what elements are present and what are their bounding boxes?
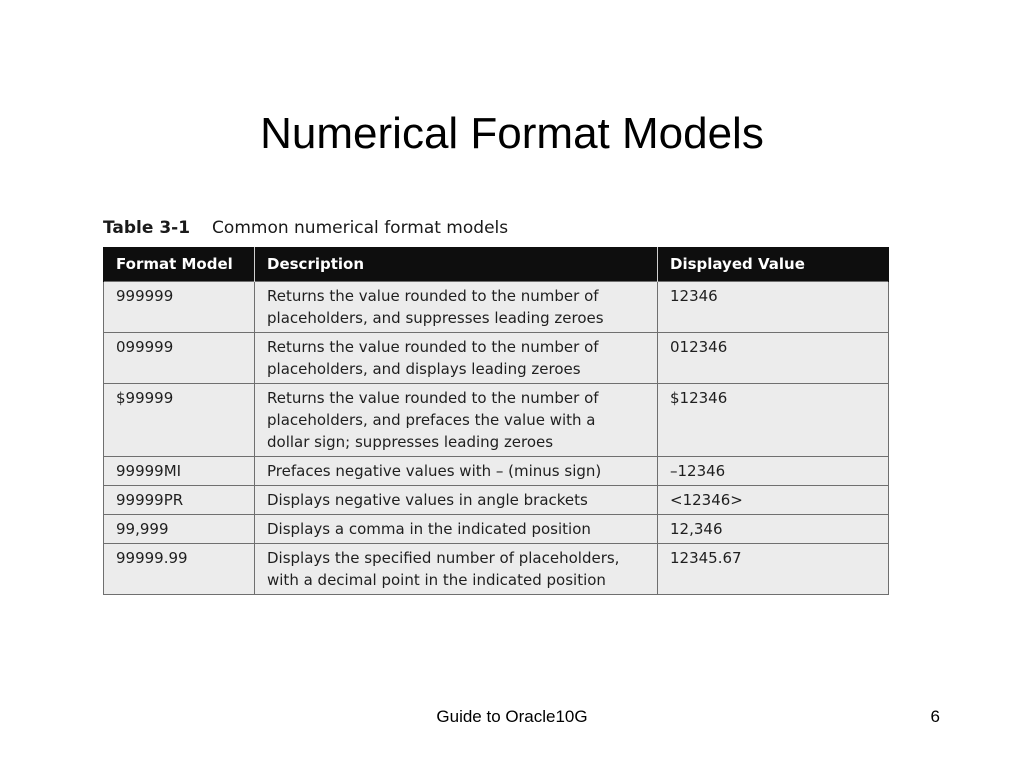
table-caption-number: Table 3-1 <box>103 218 191 238</box>
header-displayed-value: Displayed Value <box>658 247 889 282</box>
table-row <box>104 486 889 515</box>
cell-displayed-value: 012346 <box>658 333 889 384</box>
cell-displayed-value: $12346 <box>658 384 889 457</box>
description-line: Prefaces negative values with – (minus sign) <box>267 462 602 480</box>
cell-description <box>255 282 658 333</box>
cell-displayed-value: –12346 <box>658 457 889 486</box>
description-line: Displays negative values in angle brackets <box>267 491 588 509</box>
cell-description <box>255 515 658 544</box>
cell-displayed-value: 12,346 <box>658 515 889 544</box>
cell-displayed-value: 12346 <box>658 282 889 333</box>
table-row <box>104 384 889 457</box>
description-line: Returns the value rounded to the number of <box>267 287 599 305</box>
header-format-model: Format Model <box>104 247 255 282</box>
cell-description <box>255 486 658 515</box>
description-line: Displays a comma in the indicated position <box>267 520 591 538</box>
table-row <box>104 457 889 486</box>
cell-description <box>255 384 658 457</box>
cell-displayed-value: <12346> <box>658 486 889 515</box>
page-number: 6 <box>930 707 940 726</box>
table-caption-text: Common numerical format models <box>212 218 509 238</box>
cell-displayed-value: 12345.67 <box>658 544 889 595</box>
slide-title: Numerical Format Models <box>260 109 764 158</box>
description-line: Returns the value rounded to the number of <box>267 338 599 356</box>
cell-format-model: 99999MI <box>104 457 255 486</box>
description-line: Returns the value rounded to the number of <box>267 389 599 407</box>
slide-footer: Guide to Oracle10G <box>436 707 588 726</box>
table-header-row <box>104 247 889 282</box>
description-line: dollar sign; suppresses leading zeroes <box>267 433 554 451</box>
cell-format-model: 999999 <box>104 282 255 333</box>
cell-format-model: 99999.99 <box>104 544 255 595</box>
table-row <box>104 515 889 544</box>
table-caption <box>103 216 508 240</box>
description-line: placeholders, and prefaces the value with a <box>267 411 596 429</box>
cell-description <box>255 333 658 384</box>
description-line: placeholders, and displays leading zeroes <box>267 360 581 378</box>
cell-format-model: 99999PR <box>104 486 255 515</box>
description-line: placeholders, and suppresses leading zeroes <box>267 309 604 327</box>
table-row <box>104 282 889 333</box>
table-row <box>104 544 889 595</box>
cell-description <box>255 457 658 486</box>
cell-description <box>255 544 658 595</box>
cell-format-model: $99999 <box>104 384 255 457</box>
cell-format-model: 99,999 <box>104 515 255 544</box>
format-models-table <box>103 247 889 595</box>
header-description: Description <box>255 247 658 282</box>
description-line: Displays the specified number of placeholders, <box>267 549 620 567</box>
table-row <box>104 333 889 384</box>
description-line: with a decimal point in the indicated position <box>267 571 606 589</box>
cell-format-model: 099999 <box>104 333 255 384</box>
